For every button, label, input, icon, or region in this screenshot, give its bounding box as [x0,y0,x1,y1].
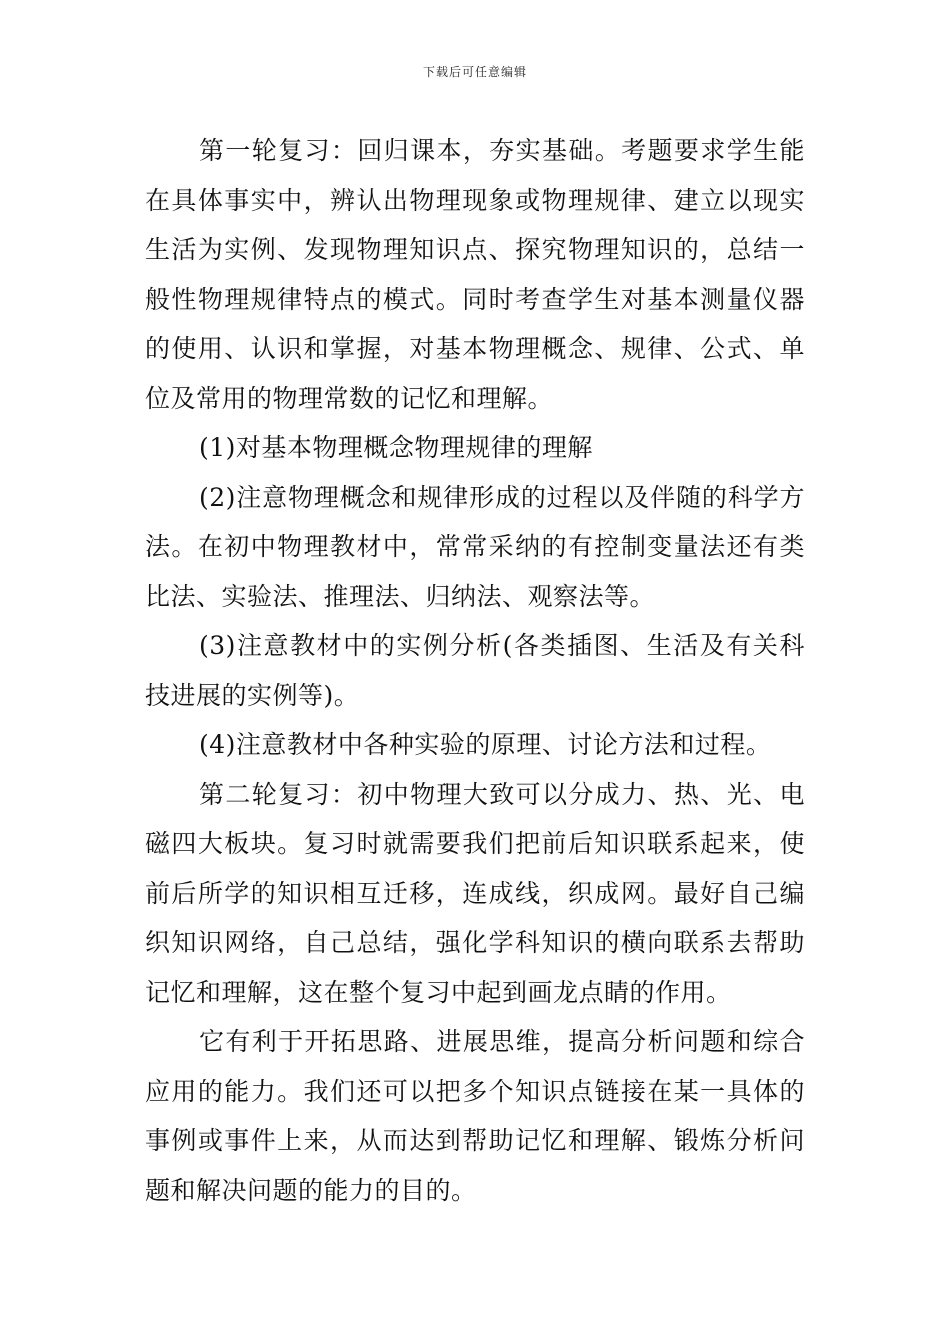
paragraph-second-round-review: 第二轮复习：初中物理大致可以分成力、热、光、电磁四大板块。复习时就需要我们把前后知识联系起来，使前后所学的知识相互迁移，连成线，织成网。最好自己编织知识网络，自己总结，强化学科知识的横向联系去帮助记忆和理解，这在整个复习中起到画龙点睛的作用。 [145,779,805,1007]
paragraph-first-round-review: 第一轮复习：回归课本，夯实基础。考题要求学生能在具体事实中，辨认出物理现象或物理规律、建立以现实生活为实例、发现物理知识点、探究物理知识的，总结一般性物理规律特点的模式。同时考查学生对基本测量仪器的使用、认识和掌握，对基本物理概念、规律、公式、单位及常用的物理常数的记忆和理解。 [145,136,805,413]
header-note: 下载后可任意编辑 [422,65,527,79]
paragraph-item-3: (3)注意教材中的实例分析(各类插图、生活及有关科技进展的实例等)。 [145,631,805,710]
paragraph-benefits: 它有利于开拓思路、进展思维，提高分析问题和综合应用的能力。我们还可以把多个知识点链接在某一具体的事例或事件上来，从而达到帮助记忆和理解、锻炼分析问题和解决问题的能力的目的。 [145,1027,805,1205]
body-text [145,126,805,1215]
paragraph-item-2: (2)注意物理概念和规律形成的过程以及伴随的科学方法。在初中物理教材中，常常采纳的有控制变量法还有类比法、实验法、推理法、归纳法、观察法等。 [145,482,805,611]
paragraph-item-4: (4)注意教材中各种实验的原理、讨论方法和过程。 [199,730,772,759]
paragraph-item-1: (1)对基本物理概念物理规律的理解 [199,433,593,462]
